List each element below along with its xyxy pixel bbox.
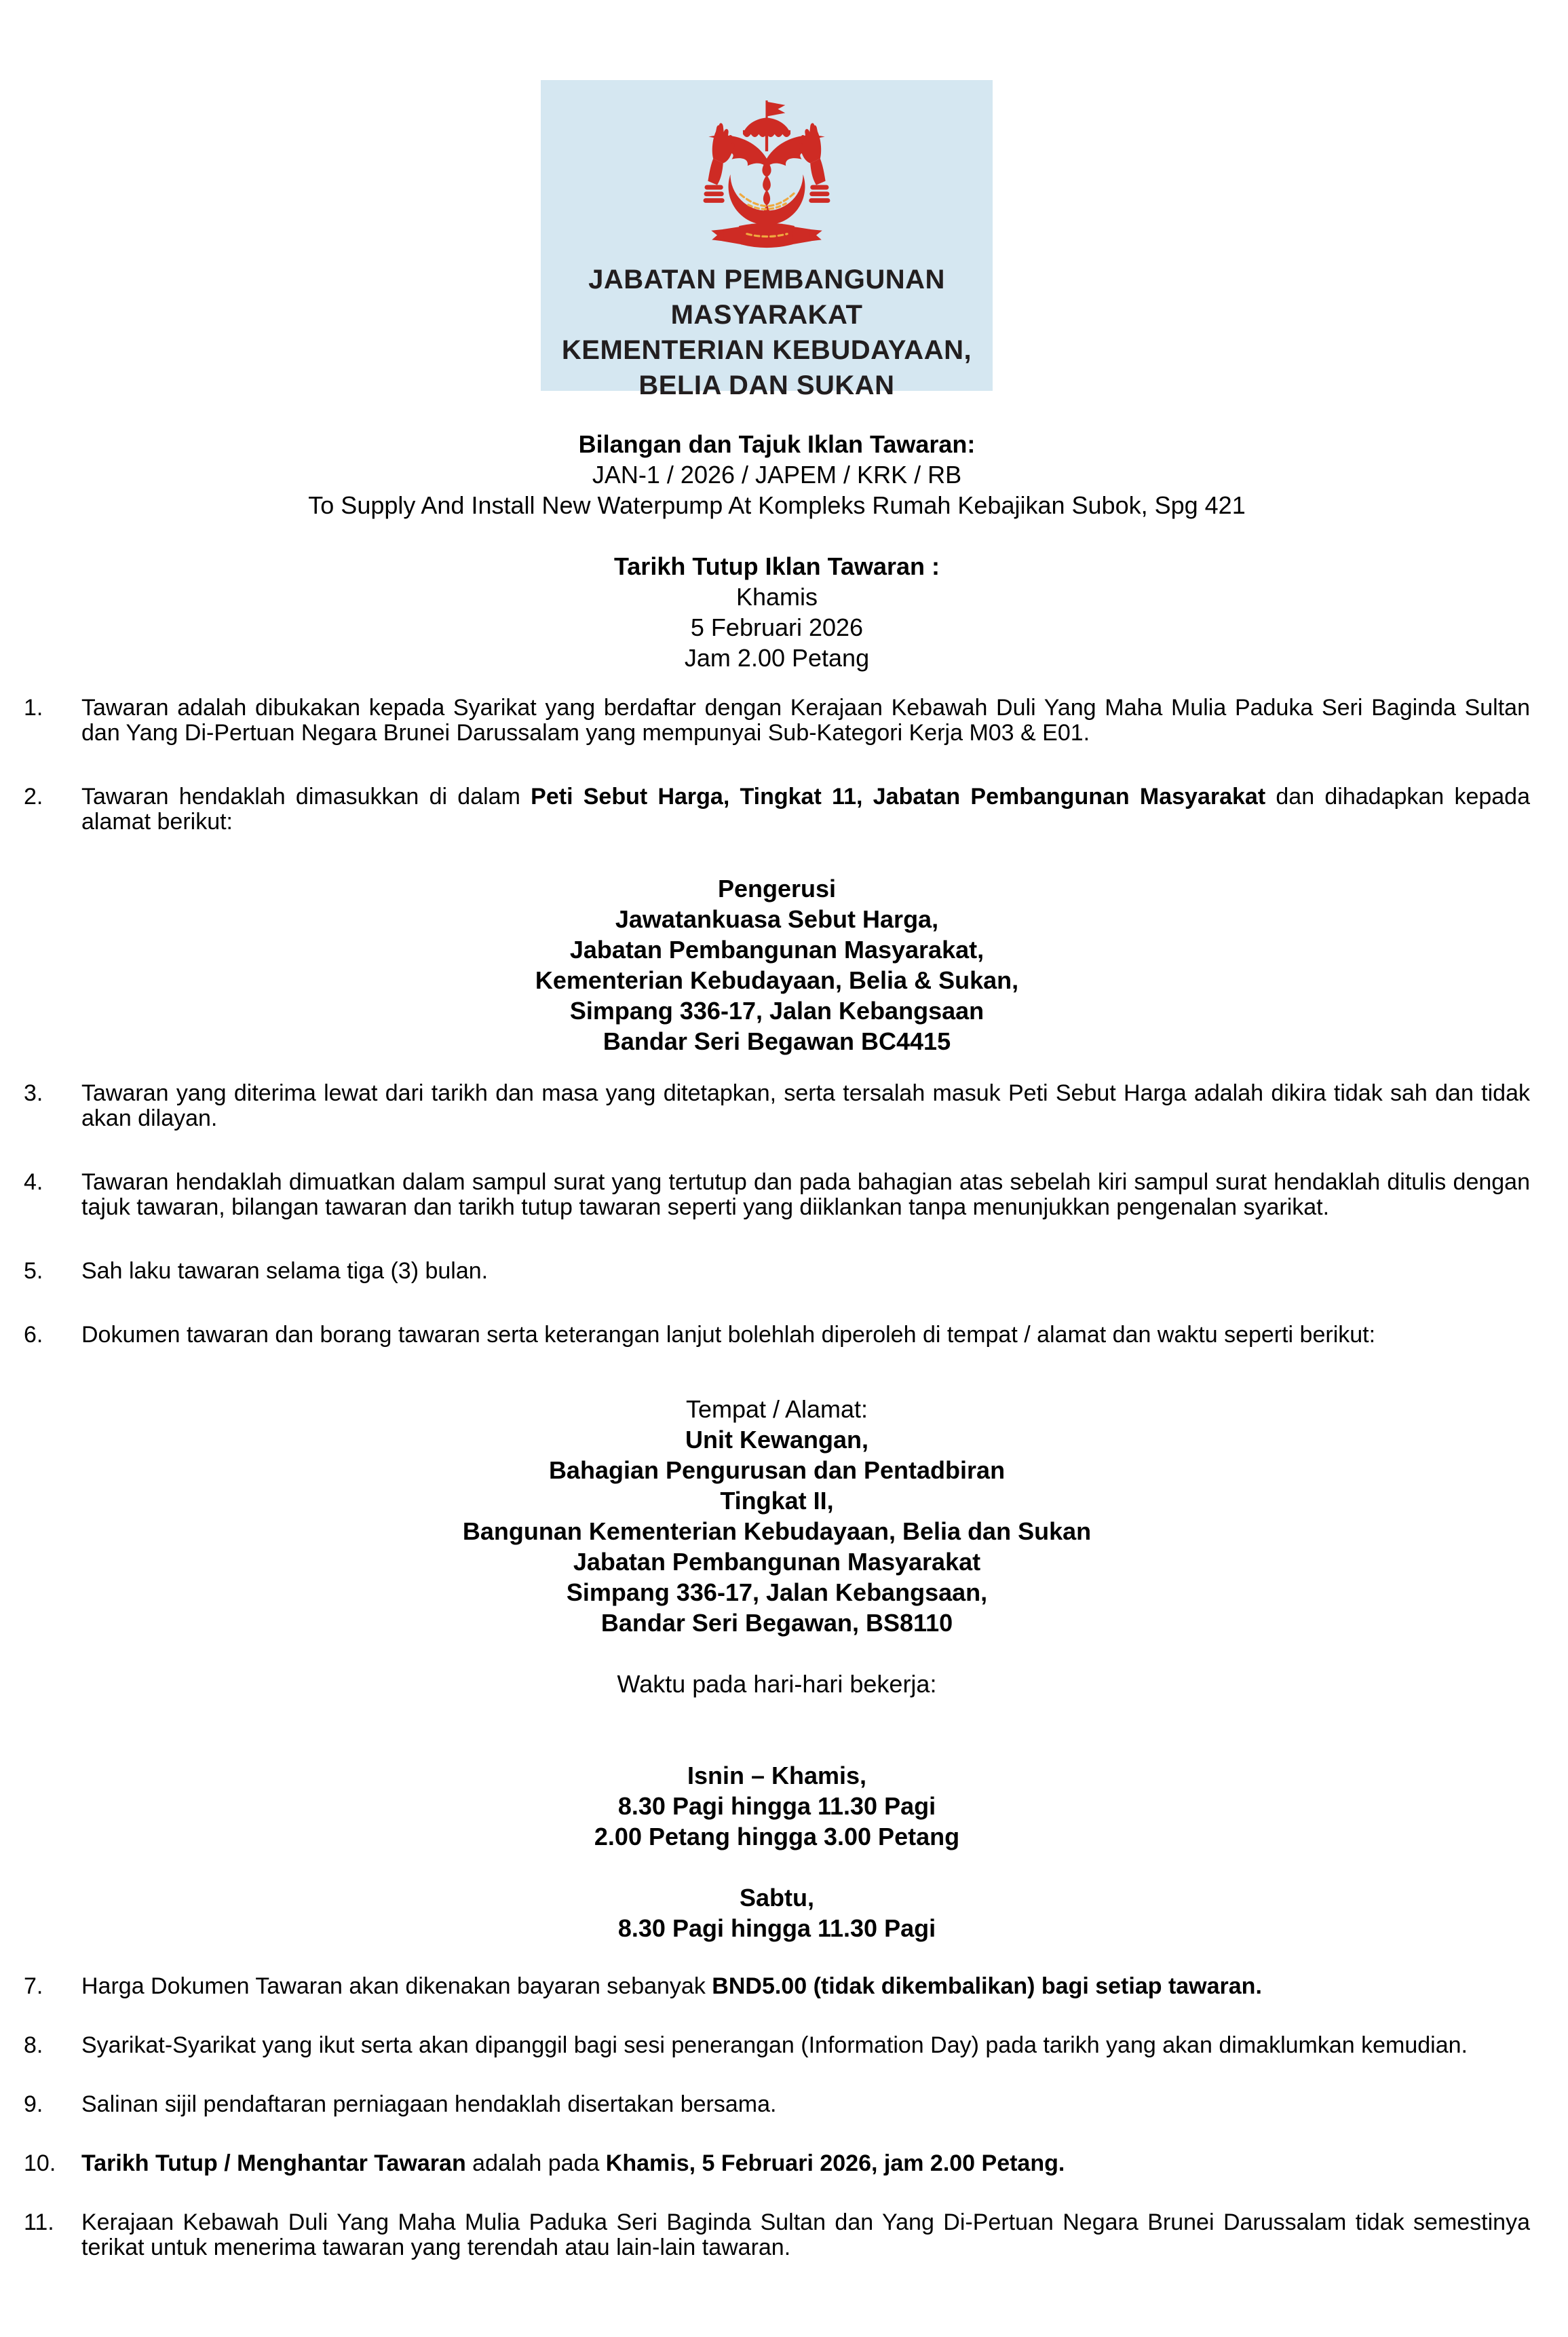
list-item-clause-4 [24,1170,1530,1220]
centered-block-submission-address [24,873,1530,1057]
centered-line: Tingkat II, [720,1487,834,1515]
list-item-clause-3 [24,1081,1530,1131]
list-item-text [81,1259,1530,1284]
list-item-clause-5 [24,1259,1530,1284]
list-item-clause-8 [24,2033,1530,2058]
list-item-clause-11 [24,2210,1530,2260]
centered-block-collection-address [24,1394,1530,1638]
list-item-number: 1. [24,695,43,721]
centered-line: Bahagian Pengurusan dan Pentadbiran [548,1456,1006,1484]
notice-title: To Supply And Install New Waterpump At Kompleks Rumah Kebajikan Subok, Spg 421 [308,491,1246,519]
list-item-number: 2. [24,784,43,810]
list-item-text [81,784,1530,835]
centered-line: 2.00 Petang hingga 3.00 Petang [594,1823,960,1850]
centered-line: Isnin – Khamis, [687,1762,867,1789]
centered-line: Jawatankuasa Sebut Harga, [615,905,939,933]
list-item-number: 6. [24,1322,43,1348]
centered-line: 8.30 Pagi hingga 11.30 Pagi [617,1792,936,1820]
plain-text: Tawaran yang diterima lewat dari tarikh dan masa yang ditetapkan, serta tersalah masuk Peti Sebut Harga adalah dikira tidak sah dan tidak akan dilayan. [81,1080,1530,1131]
brunei-national-emblem-icon [668,96,866,255]
centered-line: 8.30 Pagi hingga 11.30 Pagi [617,1914,936,1942]
notice-intro [24,429,1530,673]
closing-heading: Tarikh Tutup Iklan Tawaran : [613,552,940,580]
emphasized-text: BND5.00 (tidak dikembalikan) bagi setiap tawaran. [712,1973,1262,1999]
centered-line: Waktu pada hari-hari bekerja: [617,1670,937,1698]
centered-line: Sabtu, [739,1884,814,1912]
plain-text: Kerajaan Kebawah Duli Yang Maha Mulia Paduka Seri Baginda Sultan dan Yang Di-Pertuan Negara Brunei Darussalam tidak semestinya terikat untuk menerima tawaran yang terendah atau lain-lain tawaran. [81,2209,1530,2260]
list-item-text [81,696,1530,746]
centered-line: Jabatan Pembangunan Masyarakat [573,1548,981,1576]
centered-line: Bangunan Kementerian Kebudayaan, Belia dan Sukan [462,1517,1092,1545]
centered-line: Tempat / Alamat: [685,1395,868,1423]
centered-block-working-hours-heading [24,1669,1530,1699]
list-item-number: 11. [24,2209,54,2235]
department-name-line: MASYARAKAT [670,300,863,330]
closing-day: Khamis [735,583,818,611]
list-item-clause-9 [24,2092,1530,2117]
list-item-clause-7 [24,1974,1530,1999]
emphasized-text: Tarikh Tutup / Menghantar Tawaran [81,2150,466,2176]
list-item-text [81,2033,1530,2058]
list-item-text [81,1323,1530,1348]
plain-text: dan dihadapkan kepada alamat berikut: [81,784,1530,835]
department-name-line: JABATAN PEMBANGUNAN [588,265,945,294]
list-item-number: 10. [24,2150,56,2176]
list-item-clause-10 [24,2151,1530,2176]
list-item-number: 8. [24,2032,43,2058]
list-item-number: 9. [24,2091,43,2117]
centered-line: Simpang 336-17, Jalan Kebangsaan [569,997,984,1025]
notice-ref-number: JAN-1 / 2026 / JAPEM / KRK / RB [592,461,962,489]
plain-text: Tawaran adalah dibukakan kepada Syarikat yang berdaftar dengan Kerajaan Kebawah Duli Yang Maha Mulia Paduka Seri Baginda Sultan dan Yang Di-Pertuan Negara Brunei Darussalam yang mempunyai Sub-Kategori Kerja M03 & E01. [81,695,1530,746]
centered-line: Bandar Seri Begawan, BS8110 [600,1609,953,1637]
list-item-clause-1 [24,696,1530,746]
notice-body [24,696,1530,2260]
department-name [541,262,993,403]
list-item-number: 3. [24,1080,43,1106]
centered-line: Unit Kewangan, [685,1426,869,1454]
centered-line: Bandar Seri Begawan BC4415 [603,1027,951,1055]
plain-text: adalah pada [465,2150,606,2176]
closing-time: Jam 2.00 Petang [684,644,870,672]
department-name-line: BELIA DAN SUKAN [638,370,895,400]
plain-text: Tawaran hendaklah dimuatkan dalam sampul surat yang tertutup dan pada bahagian atas sebelah kiri sampul surat hendaklah ditulis dengan tajuk tawaran, bilangan tawaran dan tarikh tutup tawaran seperti yang diiklankan tanpa menunjukkan pengenalan syarikat. [81,1169,1530,1220]
list-item-number: 7. [24,1973,43,1999]
list-item-clause-2 [24,784,1530,835]
department-logo-box [541,80,993,400]
emphasized-text: Peti Sebut Harga, Tingkat 11, Jabatan Pembangunan Masyarakat [531,784,1266,810]
department-name-line: KEMENTERIAN KEBUDAYAAN, [561,335,972,365]
closing-date: 5 Februari 2026 [690,613,864,641]
centered-block-saturday-hours [24,1882,1530,1943]
list-item-text [81,2151,1530,2176]
centered-line: Jabatan Pembangunan Masyarakat, [569,936,984,964]
plain-text: Sah laku tawaran selama tiga (3) bulan. [81,1258,489,1284]
plain-text: Salinan sijil pendaftaran perniagaan hendaklah disertakan bersama. [81,2091,777,2117]
centered-line: Simpang 336-17, Jalan Kebangsaan, [566,1578,988,1606]
notice-ref-heading: Bilangan dan Tajuk Iklan Tawaran: [578,430,976,458]
list-item-text [81,2092,1530,2117]
list-item-text [81,1170,1530,1220]
plain-text: Syarikat-Syarikat yang ikut serta akan dipanggil bagi sesi penerangan (Information Day) pada tarikh yang akan dimaklumkan kemudian. [81,2032,1468,2058]
plain-text: Dokumen tawaran dan borang tawaran serta keterangan lanjut bolehlah diperoleh di tempat / alamat dan waktu seperti berikut: [81,1322,1376,1348]
centered-line: Pengerusi [717,875,837,902]
list-item-text [81,1081,1530,1131]
plain-text: Harga Dokumen Tawaran akan dikenakan bayaran sebanyak [81,1973,712,1999]
list-item-number: 4. [24,1169,43,1195]
centered-block-weekday-hours [24,1760,1530,1852]
plain-text: Tawaran hendaklah dimasukkan di dalam [81,784,531,810]
list-item-text [81,2210,1530,2260]
list-item-text [81,1974,1530,1999]
emphasized-text: Khamis, 5 Februari 2026, jam 2.00 Petang. [605,2150,1065,2176]
list-item-clause-6 [24,1323,1530,1348]
list-item-number: 5. [24,1258,43,1284]
centered-line: Kementerian Kebudayaan, Belia & Sukan, [535,966,1019,994]
